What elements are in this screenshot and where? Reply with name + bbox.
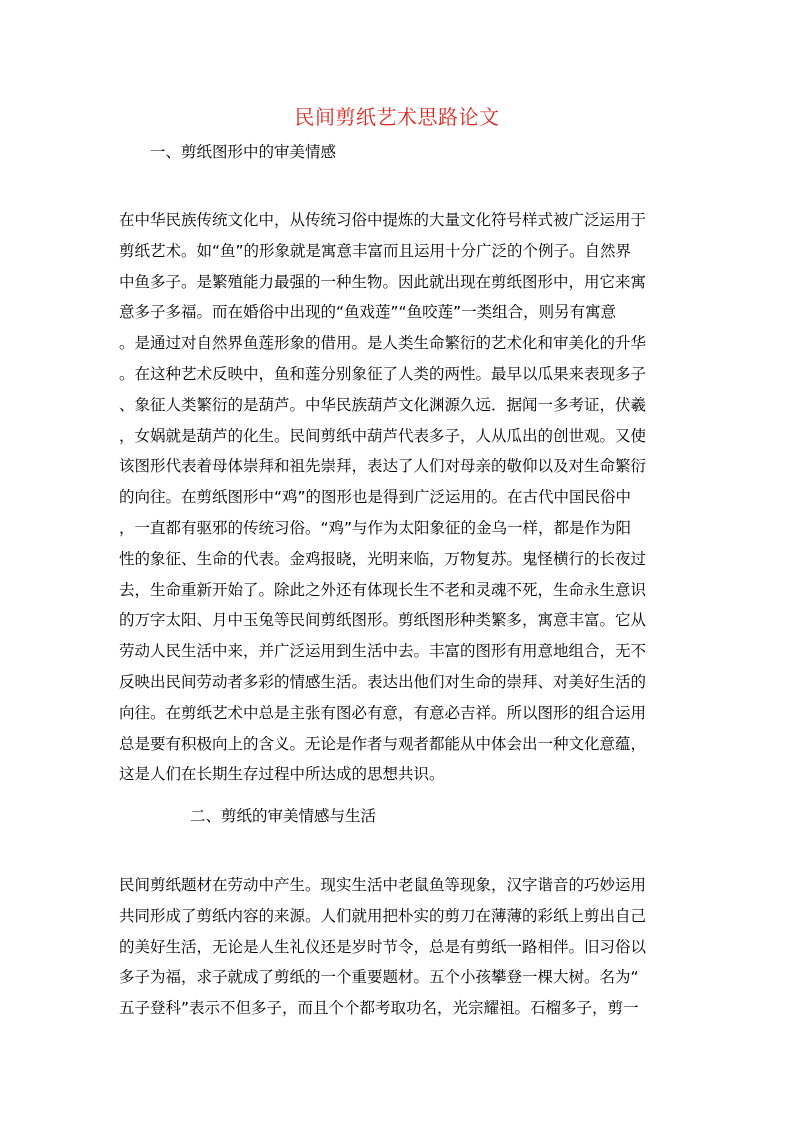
paragraph-line: 性的象征、生命的代表。金鸡报晓，光明来临，万物复苏。鬼怪横行的长夜过 xyxy=(119,549,647,568)
paragraph-line: 意多子多福。而在婚俗中出现的“鱼戏莲”“鱼咬莲”一类组合，则另有寓意 xyxy=(119,303,617,322)
paragraph-line: 多子为福，求子就成了剪纸的一个重要题材。五个小孩攀登一棵大树。名为“ xyxy=(119,968,639,987)
section-heading-1: 一、剪纸图形中的审美情感 xyxy=(150,143,337,161)
paragraph-line: 剪纸艺术。如“鱼”的形象就是寓意丰富而且运用十分广泛的个例子。自然界 xyxy=(119,241,632,260)
paragraph-line: 的美好生活，无论是人生礼仪还是岁时节令，总是有剪纸一路相伴。旧习俗以 xyxy=(119,937,647,956)
paragraph-line: 的向往。在剪纸图形中“鸡”的图形也是得到广泛运用的。在古代中国民俗中 xyxy=(119,488,632,507)
paragraph-line: 去，生命重新开始了。除此之外还有体现长生不老和灵魂不死，生命永生意识 xyxy=(119,580,647,599)
paragraph-line: 五子登科”表示不但多子，而且个个都考取功名，光宗耀祖。石榴多子，剪一 xyxy=(119,999,639,1018)
paragraph-line: 总是要有积极向上的含义。无论是作者与观者都能从中体会出一种文化意蕴， xyxy=(119,734,647,753)
paragraph-line: 劳动人民生活中来，并广泛运用到生活中去。丰富的图形有用意地组合，无不 xyxy=(119,642,647,661)
paragraph-line: 在中华民族传统文化中，从传统习俗中提炼的大量文化符号样式被广泛运用于 xyxy=(119,211,647,229)
paragraph-line: 、象征人类繁衍的是葫芦。中华民族葫芦文化渊源久远．据闻一多考证，伏羲 xyxy=(119,395,647,414)
section-heading-2: 二、剪纸的审美情感与生活 xyxy=(190,807,377,825)
paragraph-line: 中鱼多子。是繁殖能力最强的一种生物。因此就出现在剪纸图形中，用它来寓 xyxy=(119,272,647,291)
paragraph-line: 民间剪纸题材在劳动中产生。现实生活中老鼠鱼等现象，汉字谐音的巧妙运用 xyxy=(119,876,647,894)
document-title: 民间剪纸艺术思路论文 xyxy=(294,105,500,129)
paragraph-line: 。在这种艺术反映中，鱼和莲分别象征了人类的两性。最早以瓜果来表现多子 xyxy=(119,364,647,383)
paragraph-line: ，一直都有驱邪的传统习俗。“鸡”与作为太阳象征的金乌一样，都是作为阳 xyxy=(119,518,632,537)
paragraph-line: ，女娲就是葫芦的化生。民间剪纸中葫芦代表多子，人从瓜出的创世观。又使 xyxy=(119,426,647,445)
paragraph-line: 。是通过对自然界鱼莲形象的借用。是人类生命繁衍的艺术化和审美化的升华 xyxy=(119,334,647,353)
paragraph-line: 共同形成了剪纸内容的来源。人们就用把朴实的剪刀在薄薄的彩纸上剪出自己 xyxy=(119,906,647,925)
paragraph-line: 反映出民间劳动者多彩的情感生活。表达出他们对生命的崇拜、对美好生活的 xyxy=(119,672,647,691)
section-paragraph-2 xyxy=(119,870,679,1024)
section-paragraph-1 xyxy=(119,205,679,790)
paragraph-line: 这是人们在长期生存过程中所达成的思想共识。 xyxy=(119,765,445,784)
paragraph-line: 的万字太阳、月中玉兔等民间剪纸图形。剪纸图形种类繁多，寓意丰富。它从 xyxy=(119,611,647,630)
paragraph-line: 该图形代表着母体崇拜和祖先崇拜，表达了人们对母亲的敬仰以及对生命繁衍 xyxy=(119,457,647,476)
paragraph-line: 向往。在剪纸艺术中总是主张有图必有意，有意必吉祥。所以图形的组合运用 xyxy=(119,703,647,722)
